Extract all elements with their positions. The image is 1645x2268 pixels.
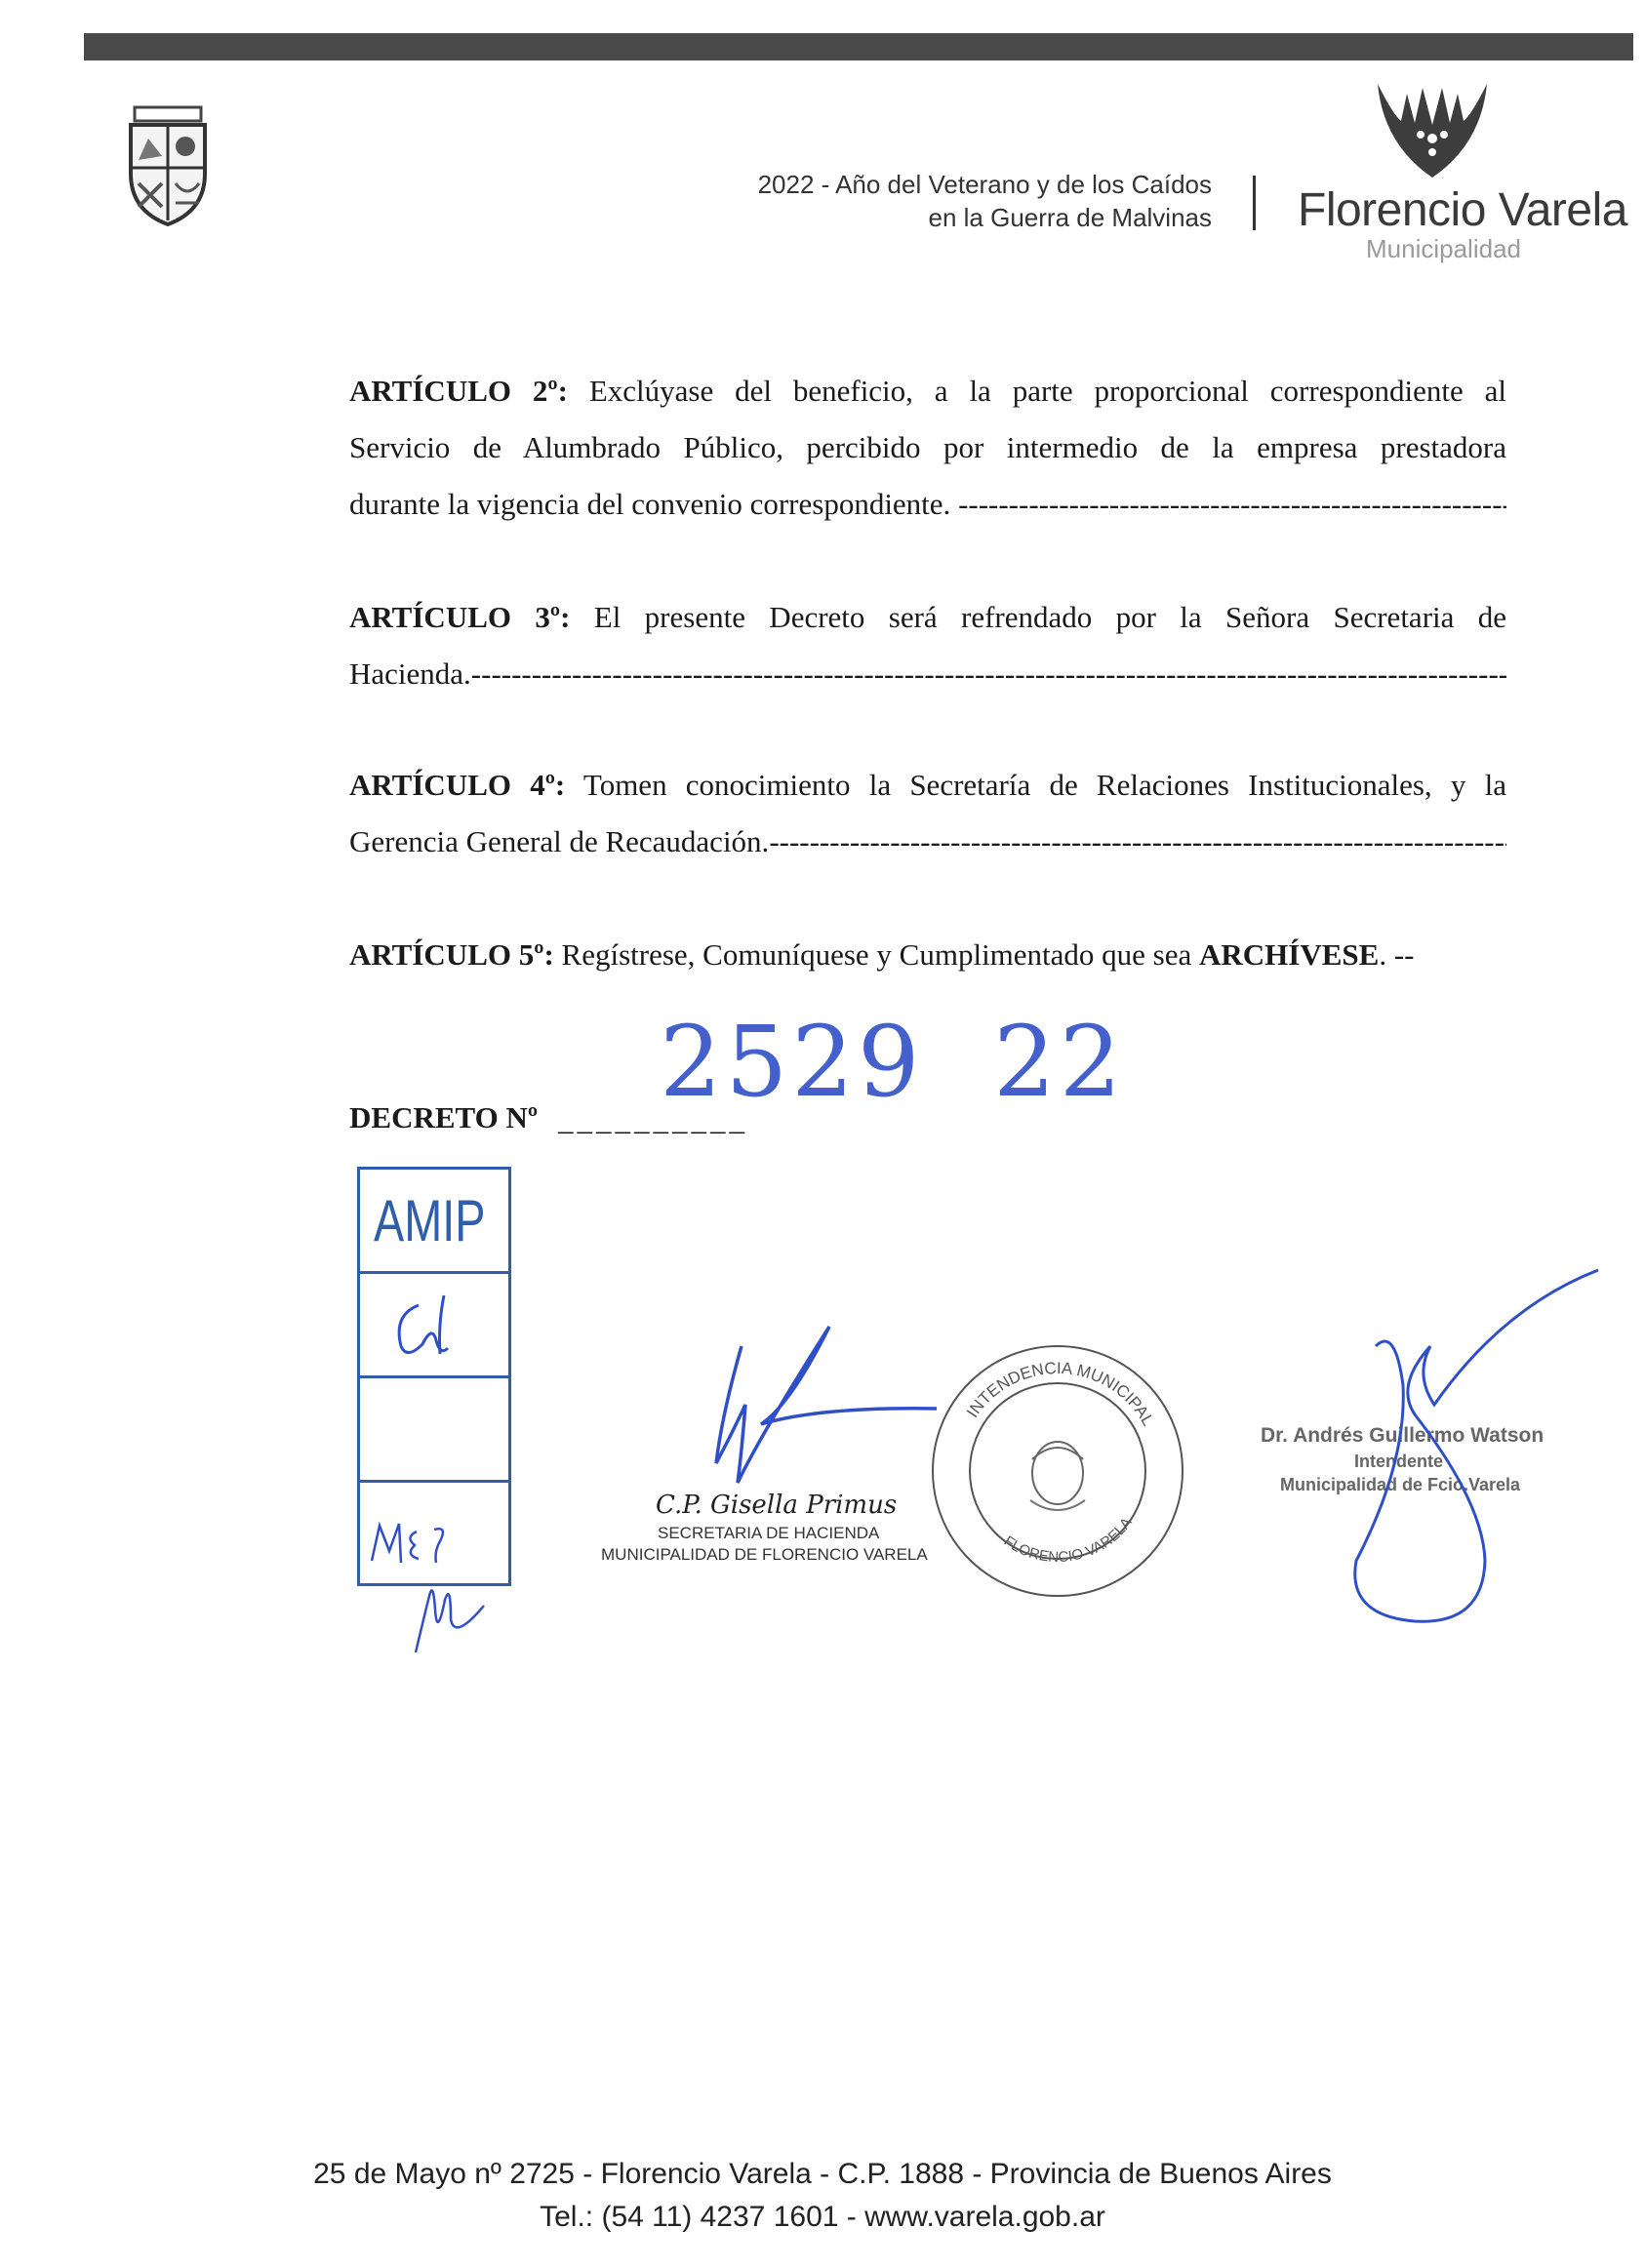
amip-cell-initials-2 bbox=[360, 1483, 508, 1584]
amip-label: AMIP bbox=[374, 1188, 486, 1253]
fill-dashes bbox=[769, 824, 1506, 858]
mayor-signature-icon bbox=[1337, 1268, 1606, 1639]
article-5 bbox=[349, 927, 1506, 983]
slogan-line-2: en la Guerra de Malvinas bbox=[928, 203, 1212, 232]
handwritten-initials-icon bbox=[380, 1286, 487, 1368]
article-5-label: ARTÍCULO 5º: bbox=[349, 937, 554, 972]
header-bar bbox=[84, 33, 1633, 60]
amip-cell-empty bbox=[360, 1378, 508, 1483]
secretary-signature-icon bbox=[702, 1317, 946, 1502]
fill-dashes bbox=[471, 657, 1506, 691]
amip-cell-initials-1 bbox=[360, 1274, 508, 1378]
article-5-line-1: ARTÍCULO 5º: Regístrese, Comuníquese y Cumplimentado que sea ARCHÍVESE. -- bbox=[349, 937, 1415, 972]
decreto-number: 2529 bbox=[660, 1005, 924, 1119]
amip-routing-box bbox=[357, 1167, 511, 1586]
article-2 bbox=[349, 363, 1506, 533]
brand-name: Florencio Varela bbox=[1298, 184, 1627, 236]
municipal-crest-icon bbox=[125, 105, 211, 226]
seal-top-text: INTENDENCIA MUNICIPAL bbox=[963, 1358, 1158, 1429]
article-2-label: ARTÍCULO 2º: bbox=[349, 374, 568, 408]
amip-cell-header bbox=[360, 1170, 508, 1274]
handwritten-scribble-icon bbox=[406, 1571, 494, 1658]
footer-address: 25 de Mayo nº 2725 - Florencio Varela - C.P. 1888 - Provincia de Buenos Aires bbox=[313, 2158, 1332, 2190]
article-4-line-1: ARTÍCULO 4º: Tomen conocimiento la Secretaría de Relaciones Institucionales, y la bbox=[349, 768, 1506, 802]
seal-bottom-text: FLORENCIO VARELA bbox=[1000, 1514, 1136, 1567]
article-3-line-1: ARTÍCULO 3º: El presente Decreto será refrendado por la Señora Secretaria de bbox=[349, 600, 1506, 634]
article-4-label: ARTÍCULO 4º: bbox=[349, 768, 566, 802]
decreto-label: DECRETO Nº bbox=[349, 1100, 539, 1134]
article-4-line-2: Gerencia General de Recaudación. ----- bbox=[349, 814, 1506, 870]
municipal-seal-icon bbox=[921, 1334, 1194, 1608]
footer-contact: Tel.: (54 11) 4237 1601 - www.varela.gob.ar bbox=[540, 2201, 1105, 2233]
secretary-name: C.P. Gisella Primus bbox=[656, 1491, 898, 1520]
article-3 bbox=[349, 589, 1506, 702]
mayor-organization: Municipalidad de Fcio.Varela bbox=[1280, 1475, 1521, 1494]
decreto-year: 22 bbox=[993, 1005, 1126, 1119]
mayor-role: Intendente bbox=[1354, 1452, 1444, 1471]
secretary-role: SECRETARIA DE HACIENDA bbox=[658, 1524, 880, 1542]
article-2-line-3: durante la vigencia del convenio correspondiente. ----- bbox=[349, 476, 1506, 533]
secretary-organization: MUNICIPALIDAD DE FLORENCIO VARELA bbox=[601, 1545, 928, 1564]
fill-dashes bbox=[958, 487, 1506, 521]
article-3-label: ARTÍCULO 3º: bbox=[349, 600, 571, 634]
decreto-blank-line: __________ bbox=[558, 1102, 748, 1136]
slogan-line-1: 2022 - Año del Veterano y de los Caídos bbox=[757, 170, 1212, 199]
article-2-line-2: Servicio de Alumbrado Público, percibido por intermedio de la empresa prestadora bbox=[349, 430, 1506, 464]
article-2-line-1: ARTÍCULO 2º: Exclúyase del beneficio, a la parte proporcional correspondiente al bbox=[349, 374, 1506, 408]
header-divider bbox=[1253, 176, 1256, 230]
decreto-number-stamp bbox=[660, 1005, 1125, 1119]
mayor-name: Dr. Andrés Guillermo Watson bbox=[1261, 1424, 1545, 1447]
article-4 bbox=[349, 757, 1506, 870]
article-3-line-2: Hacienda. ----- bbox=[349, 646, 1506, 702]
year-slogan bbox=[758, 168, 1212, 234]
archivese-emphasis: ARCHÍVESE bbox=[1199, 937, 1380, 972]
florencio-varela-logo-icon bbox=[1374, 76, 1491, 183]
brand-subtitle: Municipalidad bbox=[1366, 234, 1521, 263]
